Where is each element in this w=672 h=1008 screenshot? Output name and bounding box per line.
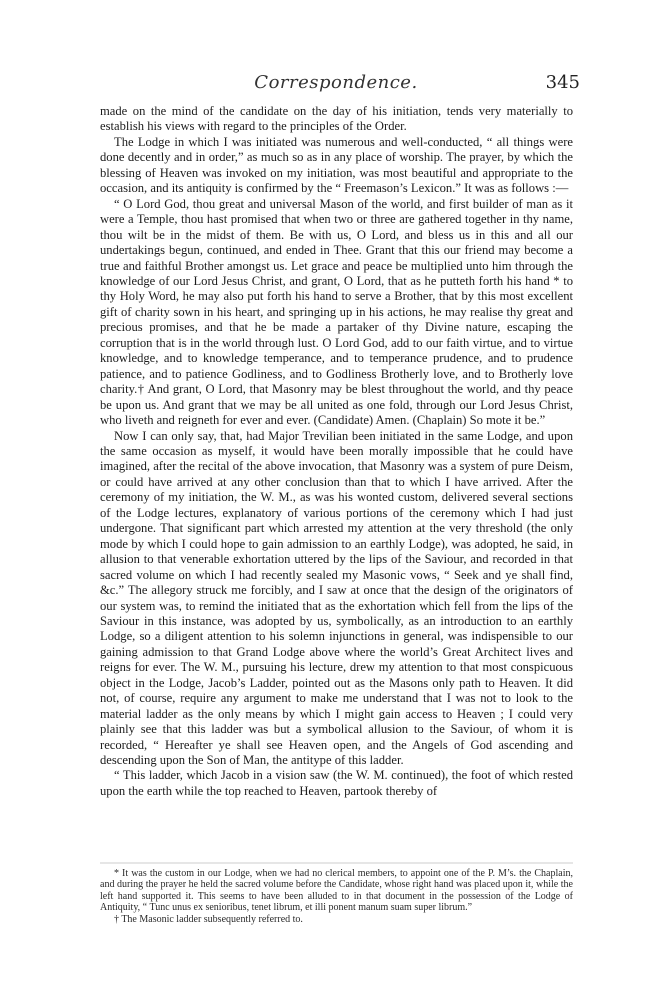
prayer-quotation: “ O Lord God, thou great and universal Mason of the world, and first builder of man as it were a Temple, thou hast promised that when two or three are gathered together in thy name, thou wilt be in the midst of them. Be with us, O Lord, and bless us in this and all our undertakings begun, continued, and ended in Thee. Grant that this our friend may become a true and faithful Brother amongst us. Let grace and peace be multiplied unto him through the knowledge of our Lord Jesus Christ, and grant, O Lord, that as he putteth forth his hand * to thy Holy Word, he may also put forth his hand to serve a Brother, that by this most excellent gift of charity sown in his heart, and springing up in his actions, he may realise thy great and precious promises, and that he be made a partaker of thy Divine nature, escaping the corruption that is in the world through lust. O Lord God, add to our faith virtue, and to virtue knowledge, and to knowledge temperance, and to temperance prudence, and to prudence patience, and to patience Godliness, and to Godliness Brotherly love, and to Brotherly love charity.† And grant, O Lord, that Masonry may be blest throughout the world, and thy peace be upon us. And grant that we may be all united as one fold, through our Lord Jesus Christ, who liveth and reigneth for ever and ever. (Candidate) Amen. (Chaplain) So mote it be.” (100, 196, 573, 428)
page-header (0, 72, 672, 98)
paragraph: The Lodge in which I was initiated was numerous and well-conducted, “ all things were done decently and in order,” as much so as in any place of worship. The prayer, by which the blessing of Heaven was invoked on my initiation, was most beautiful and appropriate to the occasion, and its antiquity is confirmed by the “ Freemason’s Lexicon.” It was as follows :— (100, 134, 573, 196)
paragraph: made on the mind of the candidate on the day of his initiation, tends very materially to establish his views with regard to the principles of the Order. (100, 104, 573, 134)
page-number: 345 (545, 72, 580, 93)
footnote-divider (100, 862, 573, 864)
running-title: Correspondence. (254, 72, 418, 93)
footnotes (100, 868, 573, 925)
paragraph: “ This ladder, which Jacob in a vision saw (the W. M. continued), the foot of which rested upon the earth while the top reached to Heaven, partook thereby of (100, 768, 573, 798)
footnote: * It was the custom in our Lodge, when we had no clerical members, to appoint one of the P. M’s. the Chaplain, and during the prayer he held the sacred volume before the Candidate, whose right hand was placed upon it, while the left hand supported it. This seems to have been alluded to in that document in the possession of the Lodge of Antiquity, “ Tunc unus ex senioribus, tenet librum, et illi ponent manum suam super librum.” (100, 868, 573, 914)
footnote: † The Masonic ladder subsequently referred to. (114, 913, 303, 925)
body-text (100, 104, 573, 799)
paragraph: Now I can only say, that, had Major Trevilian been initiated in the same Lodge, and upon the same occasion as myself, it would have been morally impossible that he could have imagined, after the recital of the above invocation, that Masonry was a system of pure Deism, or could have arrived at any other conclusion than that to which I have arrived. After the ceremony of my initiation, the W. M., as was his wonted custom, delivered several sections of the Lodge lectures, explanatory of various portions of the ceremony which I had just undergone. That significant part which arrested my attention at the very threshold (the only mode by which I could hope to gain admission to an earthly Lodge), was adopted, he said, in allusion to that venerable exhortation uttered by the lips of the Saviour, and recorded in that sacred volume on which I had recently sealed my Masonic vows, “ Seek and ye shall find, &c.” The allegory struck me forcibly, and I saw at once that the design of the originators of our system was, to remind the initiated that as the exhortation which fell from the lips of the Saviour in this instance, was adopted by us, symbolically, as an introduction to an earthly Lodge, so a diligent attention to his solemn injunctions in general, was indispensible to our gaining admission to that Grand Lodge above where the world’s Great Architect lives and reigns for ever. The W. M., pursuing his lecture, drew my attention to that most conspicuous object in the Lodge, Jacob’s Ladder, pointed out as the Masons only path to Heaven. It did not, of course, require any argument to make me understand that I was not to look to the material ladder as the only means by which I might gain access to Heaven ; I could very plainly see that this ladder was but a symbolical allusion to the Saviour, of whom it is recorded, “ Hereafter ye shall see Heaven open, and the Angels of God ascending and descending upon the Son of Man, the antitype of this ladder. (100, 428, 573, 768)
